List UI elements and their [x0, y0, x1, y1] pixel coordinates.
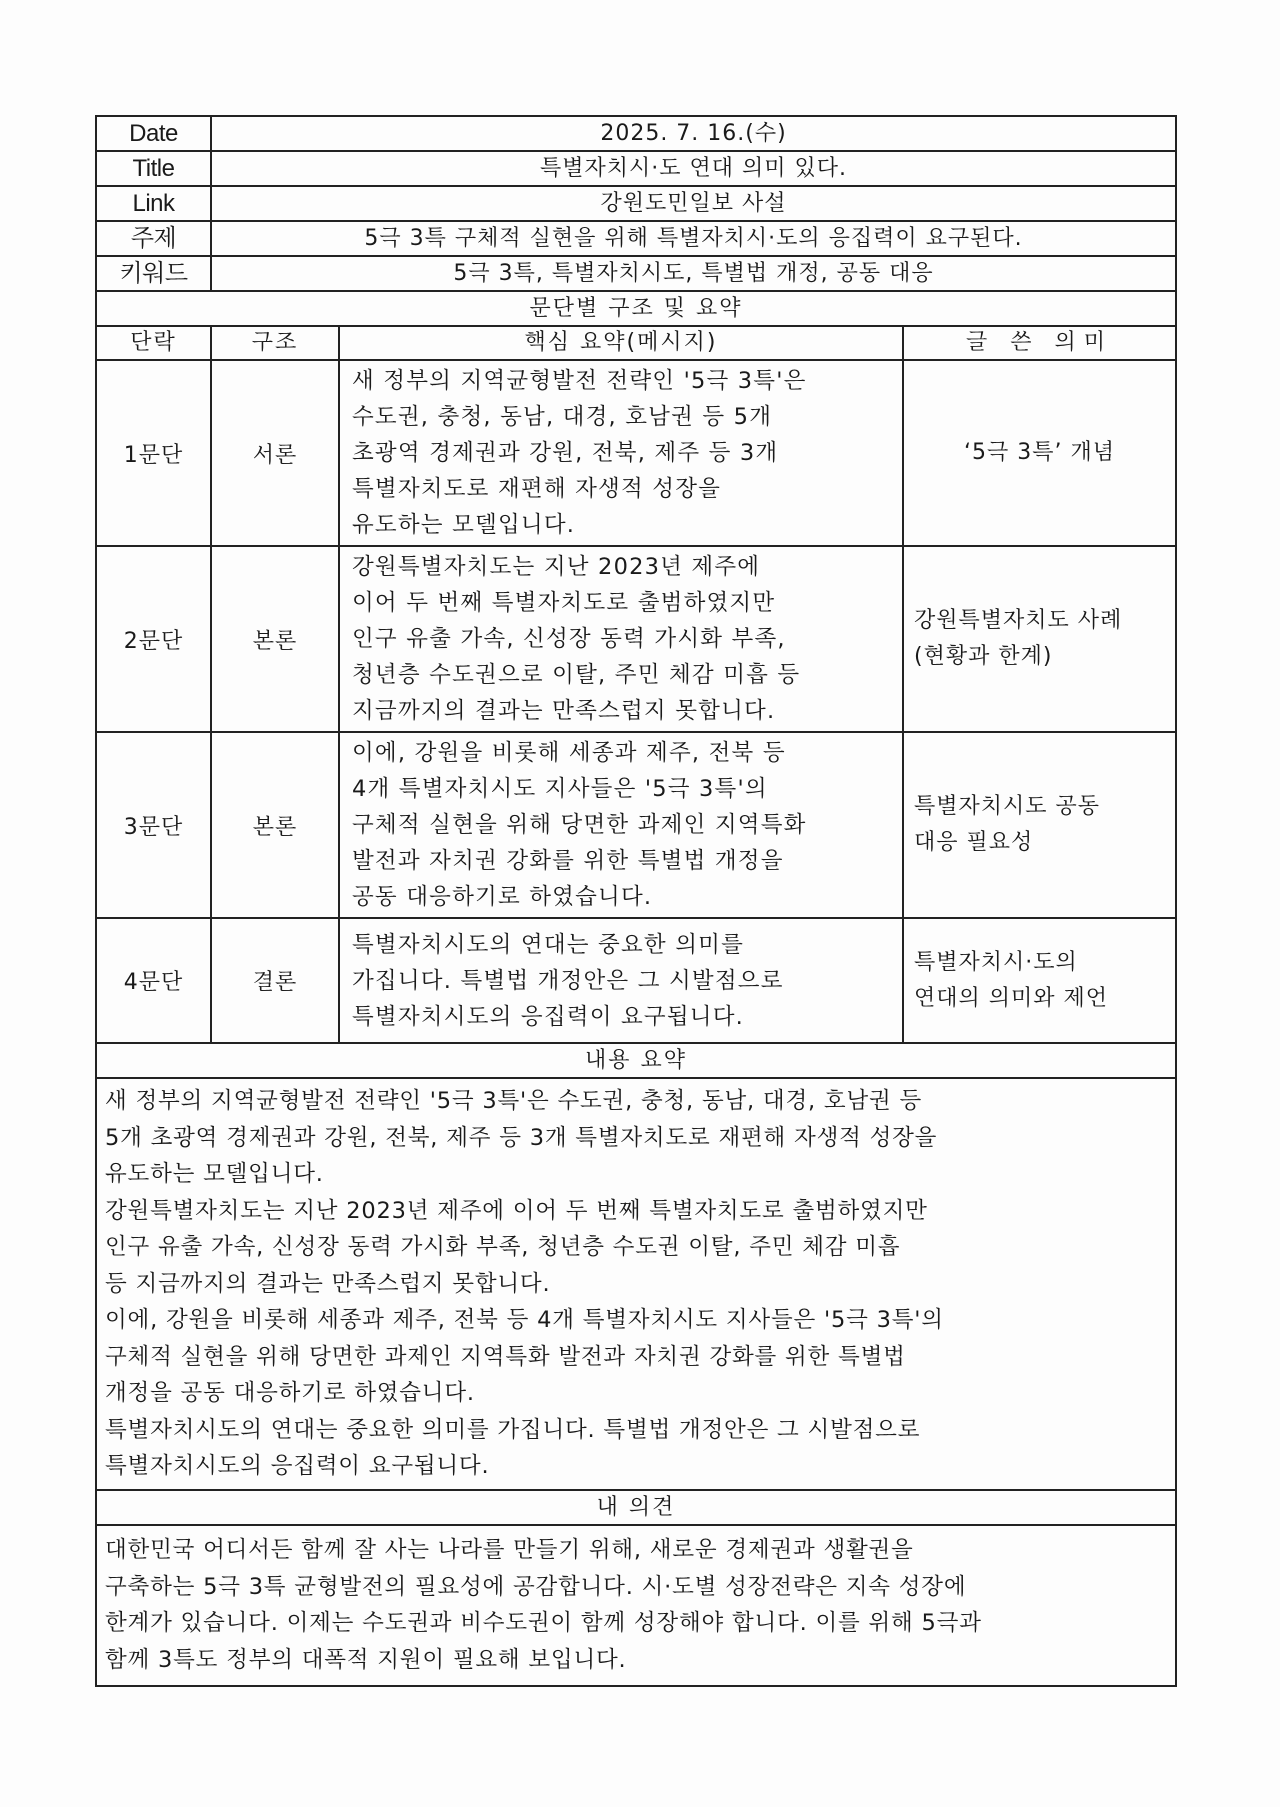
opinion-section-title: 내 의견 — [96, 1490, 1176, 1525]
message-line: 이어 두 번째 특별자치도로 출범하였지만 — [352, 590, 776, 616]
keyword-value: 5극 3특, 특별자치시도, 특별법 개정, 공동 대응 — [211, 256, 1176, 291]
message-line: 강원특별자치도는 지난 2023년 제주에 — [352, 554, 761, 580]
message-line: 4개 특별자치시도 지사들은 '5극 3특'의 — [352, 776, 768, 802]
summary-line: 새 정부의 지역균형발전 전략인 '5극 3특'은 수도권, 충청, 동남, 대경, 호남권 등 — [105, 1088, 922, 1114]
meaning-line: 강원특별자치도 사례 — [914, 608, 1123, 633]
message-line: 구체적 실현을 위해 당면한 과제인 지역특화 — [352, 812, 807, 838]
link-label: Link — [96, 186, 211, 221]
paragraph-row — [96, 732, 1176, 918]
message-line: 이에, 강원을 비롯해 세종과 제주, 전북 등 — [352, 740, 786, 766]
topic-row — [96, 221, 1176, 256]
summary-body-row — [96, 1078, 1176, 1490]
structure-section-row — [96, 291, 1176, 326]
structure-section-title: 문단별 구조 및 요약 — [96, 291, 1176, 326]
message-line: 특별자치시도의 연대는 중요한 의미를 — [352, 931, 745, 958]
paragraph-row — [96, 918, 1176, 1043]
message-line: 유도하는 모델입니다. — [352, 512, 576, 538]
paragraph-message — [339, 918, 903, 1043]
paragraph-row — [96, 360, 1176, 546]
summary-line: 등 지금까지의 결과는 만족스럽지 못합니다. — [105, 1270, 551, 1297]
paragraph-number: 1문단 — [96, 360, 211, 546]
summary-line: 이에, 강원을 비롯해 세종과 제주, 전북 등 4개 특별자치시도 지사들은 '5극 3특'의 — [105, 1307, 944, 1333]
message-line: 인구 유출 가속, 신성장 동력 가시화 부족, — [352, 626, 786, 652]
title-value: 특별자치시·도 연대 의미 있다. — [211, 151, 1176, 186]
topic-value: 5극 3특 구체적 실현을 위해 특별자치시·도의 응집력이 요구된다. — [211, 221, 1176, 256]
header-structure: 구조 — [211, 326, 339, 360]
header-paragraph: 단락 — [96, 326, 211, 360]
summary-section-title: 내용 요약 — [96, 1043, 1176, 1078]
summary-line: 강원특별자치도는 지난 2023년 제주에 이어 두 번째 특별자치도로 출범하였지만 — [105, 1197, 928, 1224]
paragraph-meaning — [903, 918, 1176, 1043]
link-value: 강원도민일보 사설 — [211, 186, 1176, 221]
date-label: Date — [96, 116, 211, 151]
opinion-text — [96, 1525, 1176, 1686]
worksheet — [95, 115, 1175, 1687]
opinion-line: 대한민국 어디서든 함께 잘 사는 나라를 만들기 위해, 새로운 경제권과 생활권을 — [105, 1537, 914, 1563]
summary-text — [96, 1078, 1176, 1490]
message-line: 공동 대응하기로 하였습니다. — [352, 884, 653, 910]
meaning-line: 대응 필요성 — [914, 830, 1034, 855]
summary-line: 인구 유출 가속, 신성장 동력 가시화 부족, 청년층 수도권 이탈, 주민 체감 미흡 — [105, 1234, 901, 1260]
header-message: 핵심 요약(메시지) — [339, 326, 903, 360]
meaning-line: (현황과 한계) — [914, 644, 1053, 669]
meaning-line: ‘5극 3특’ 개념 — [964, 440, 1115, 465]
paragraph-row — [96, 546, 1176, 732]
summary-line: 구체적 실현을 위해 당면한 과제인 지역특화 발전과 자치권 강화를 위한 특별법 — [105, 1343, 906, 1370]
meaning-line: 특별자치시·도의 — [914, 949, 1078, 975]
meaning-line: 특별자치시도 공동 — [914, 794, 1101, 819]
paragraph-structure: 본론 — [211, 732, 339, 918]
structure-header-row — [96, 326, 1176, 360]
message-line: 초광역 경제권과 강원, 전북, 제주 등 3개 — [352, 440, 779, 466]
keyword-label: 키워드 — [96, 256, 211, 291]
message-line: 특별자치도로 재편해 자생적 성장을 — [352, 476, 722, 502]
summary-line: 특별자치시도의 응집력이 요구됩니다. — [105, 1453, 490, 1479]
message-line: 특별자치시도의 응집력이 요구됩니다. — [352, 1003, 745, 1030]
title-label: Title — [96, 151, 211, 186]
paragraph-message — [339, 360, 903, 546]
paragraph-meaning — [903, 546, 1176, 732]
paragraph-message — [339, 546, 903, 732]
opinion-body-row — [96, 1525, 1176, 1686]
summary-line: 유도하는 모델입니다. — [105, 1161, 324, 1187]
message-line: 지금까지의 결과는 만족스럽지 못합니다. — [352, 698, 776, 724]
link-row — [96, 186, 1176, 221]
message-line: 가집니다. 특별법 개정안은 그 시발점으로 — [352, 967, 784, 994]
opinion-line: 구축하는 5극 3특 균형발전의 필요성에 공감합니다. 시·도별 성장전략은 지속 성장에 — [105, 1573, 967, 1600]
paragraph-number: 4문단 — [96, 918, 211, 1043]
paragraph-structure: 본론 — [211, 546, 339, 732]
article-summary-table — [95, 115, 1177, 1687]
opinion-line: 한계가 있습니다. 이제는 수도권과 비수도권이 함께 성장해야 합니다. 이를 위해 5극과 — [105, 1610, 982, 1636]
paragraph-number: 3문단 — [96, 732, 211, 918]
date-row — [96, 116, 1176, 151]
message-line: 수도권, 충청, 동남, 대경, 호남권 등 5개 — [352, 404, 773, 430]
message-line: 발전과 자치권 강화를 위한 특별법 개정을 — [352, 848, 784, 874]
summary-line: 개정을 공동 대응하기로 하였습니다. — [105, 1380, 475, 1406]
paragraph-number: 2문단 — [96, 546, 211, 732]
paragraph-structure: 서론 — [211, 360, 339, 546]
date-value: 2025. 7. 16.(수) — [211, 116, 1176, 151]
summary-line: 5개 초광역 경제권과 강원, 전북, 제주 등 3개 특별자치도로 재편해 자생적 성장을 — [105, 1124, 938, 1151]
header-meaning: 글 쓴 의미 — [903, 326, 1176, 360]
opinion-line: 함께 3특도 정부의 대폭적 지원이 필요해 보입니다. — [105, 1646, 627, 1673]
message-line: 청년층 수도권으로 이탈, 주민 체감 미흡 등 — [352, 662, 801, 688]
paragraph-meaning — [903, 360, 1176, 546]
meaning-line: 연대의 의미와 제언 — [914, 985, 1109, 1011]
title-row — [96, 151, 1176, 186]
summary-line: 특별자치시도의 연대는 중요한 의미를 가집니다. 특별법 개정안은 그 시발점으로 — [105, 1416, 921, 1443]
paragraph-structure: 결론 — [211, 918, 339, 1043]
paragraph-meaning — [903, 732, 1176, 918]
opinion-section-row — [96, 1490, 1176, 1525]
keyword-row — [96, 256, 1176, 291]
paragraph-message — [339, 732, 903, 918]
topic-label: 주제 — [96, 221, 211, 256]
message-line: 새 정부의 지역균형발전 전략인 '5극 3특'은 — [352, 368, 807, 394]
summary-section-row — [96, 1043, 1176, 1078]
